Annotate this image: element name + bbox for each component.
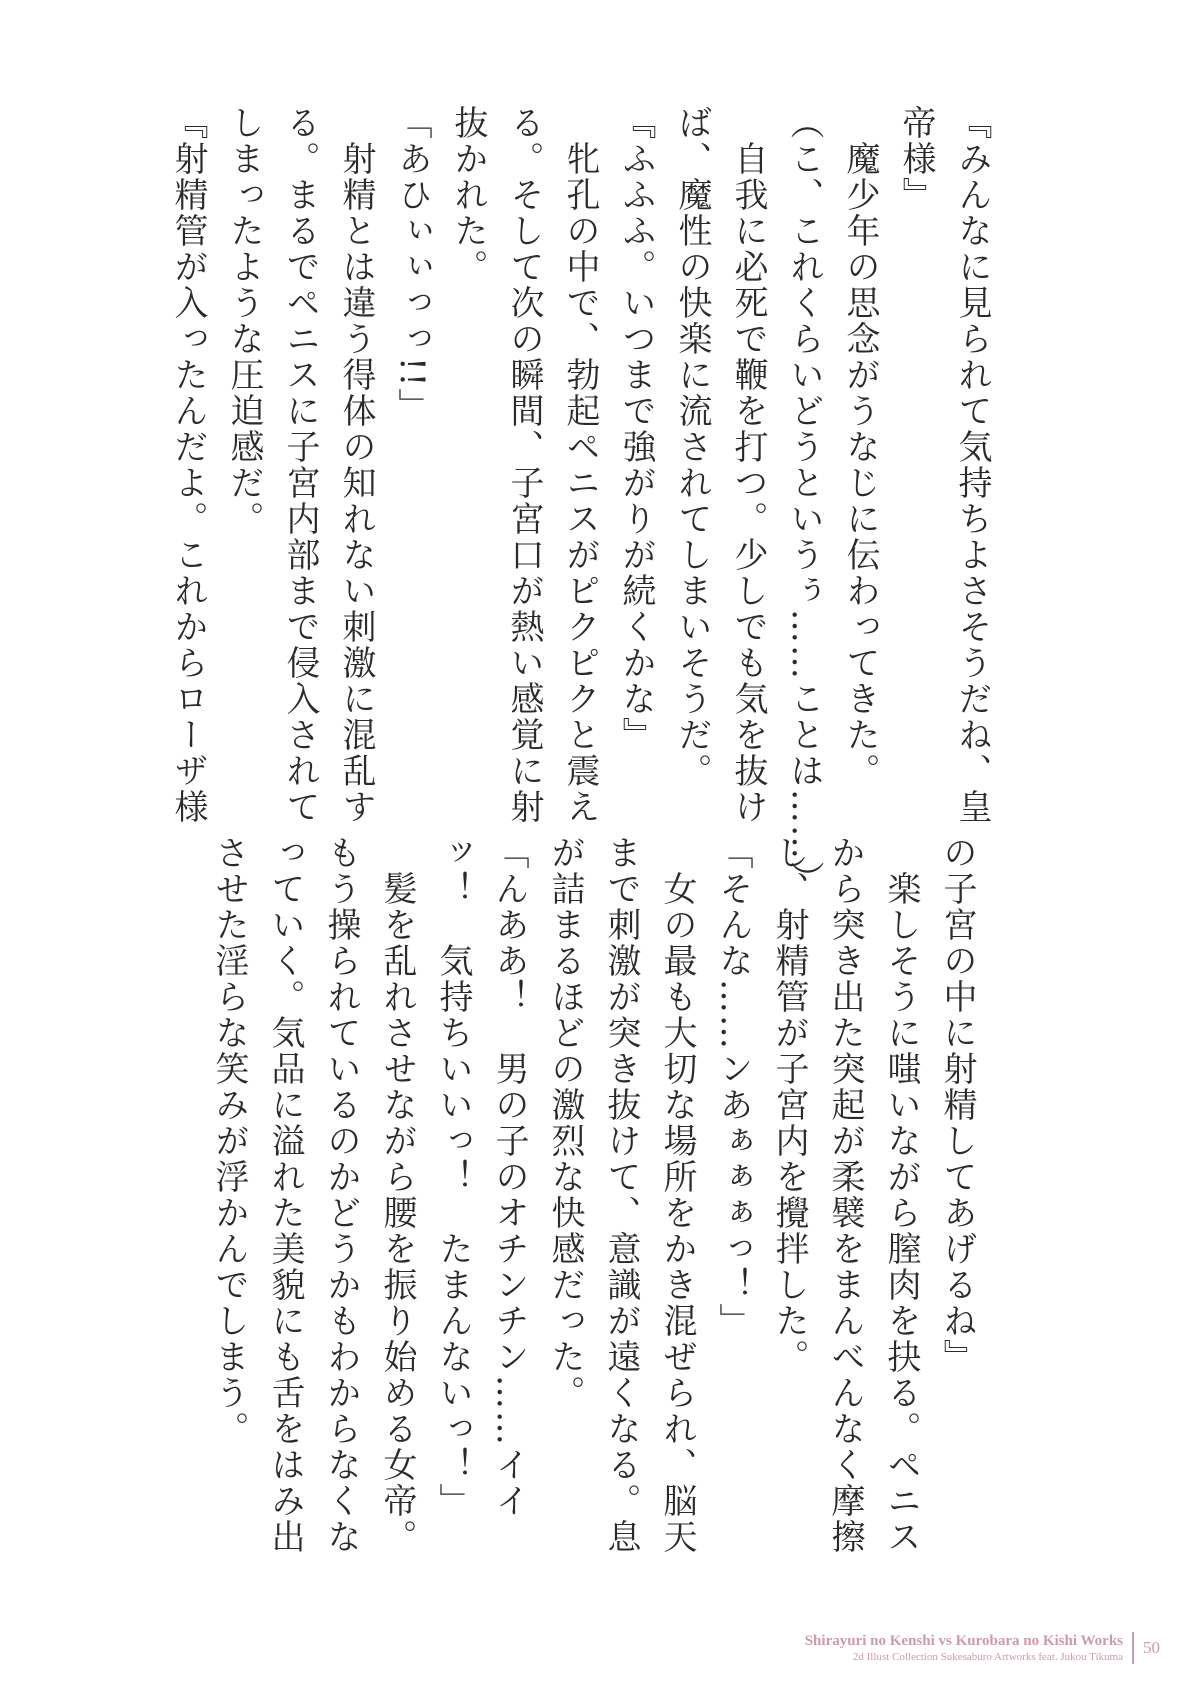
text-line: から突き出た突起が柔襞をまんべんなく摩擦 (825, 835, 865, 1555)
text-line: 『射精管が入ったんだよ。これからローザ様 (168, 105, 208, 825)
text-line: 髪を乱れさせながら腰を振り始める女帝。 (377, 835, 417, 1555)
text-line: し、射精管が子宮内を攪拌した。 (769, 835, 809, 1375)
text-line: 魔少年の思念がうなじに伝わってきた。 (840, 105, 880, 789)
lower-text-block (209, 835, 985, 1555)
text-line: の子宮の中に射精してあげるね』 (937, 835, 977, 1375)
text-line: まで刺激が突き抜けて、意識が遠くなる。息 (601, 835, 641, 1555)
text-line: 自我に必死で鞭を打つ。少しでも気を抜け (728, 105, 768, 825)
text-line: が詰まるほどの激烈な快感だった。 (545, 835, 585, 1411)
text-line: 帝様』 (896, 105, 936, 213)
text-line: 射精とは違う得体の知れない刺激に混乱す (336, 105, 376, 825)
text-line: っていく。気品に溢れた美貌にも舌をはみ出 (265, 835, 305, 1555)
text-line: させた淫らな笑みが浮かんでしまう。 (209, 835, 249, 1447)
text-line: 抜かれた。 (448, 105, 488, 285)
page-number: 50 (1143, 1638, 1160, 1657)
text-line: ッ！ 気持ちいいっ！ たまんないっ！」 (433, 835, 473, 1519)
footer-divider (1132, 1632, 1134, 1664)
footer-title: Shirayuri no Kenshi vs Kurobara no Kishi Works (804, 1633, 1123, 1649)
text-line: 牝孔の中で、勃起ペニスがピクピクと震え (560, 105, 600, 825)
text-line: もう操られているのかどうかもわからなくな (321, 835, 361, 1555)
text-line: （こ、これくらいどうというぅ……ことは……） (784, 105, 824, 897)
text-line: ば、魔性の快楽に流されてしまいそうだ。 (672, 105, 712, 789)
text-line: しまったような圧迫感だ。 (224, 105, 264, 537)
page-footer (805, 1632, 1160, 1664)
text-line: 楽しそうに嗤いながら膣肉を抉る。ペニス (881, 835, 921, 1555)
upper-text-block (168, 105, 1000, 897)
text-line: 「んああ！ 男の子のオチンチン……イイ (489, 835, 529, 1519)
text-line: 『みんなに見られて気持ちよさそうだね、皇 (952, 105, 992, 825)
text-line: る。まるでペニスに子宮内部まで侵入されて (280, 105, 320, 825)
footer-subtitle: 2d Illust Collection Sukesaburo Artworks feat. Jukou Tikuma (852, 1651, 1123, 1663)
text-line: 女の最も大切な場所をかき混ぜられ、脳天 (657, 835, 697, 1555)
text-line: 「そんな……ンあぁぁぁっ！」 (713, 835, 753, 1339)
text-line: 『ふふふ。いつまで強がりが続くかな』 (616, 105, 656, 753)
text-line: る。そして次の瞬間、子宮口が熱い感覚に射 (504, 105, 544, 825)
footer-credits (805, 1632, 1123, 1664)
text-line: 「あひぃぃっっ!!」 (392, 105, 432, 425)
